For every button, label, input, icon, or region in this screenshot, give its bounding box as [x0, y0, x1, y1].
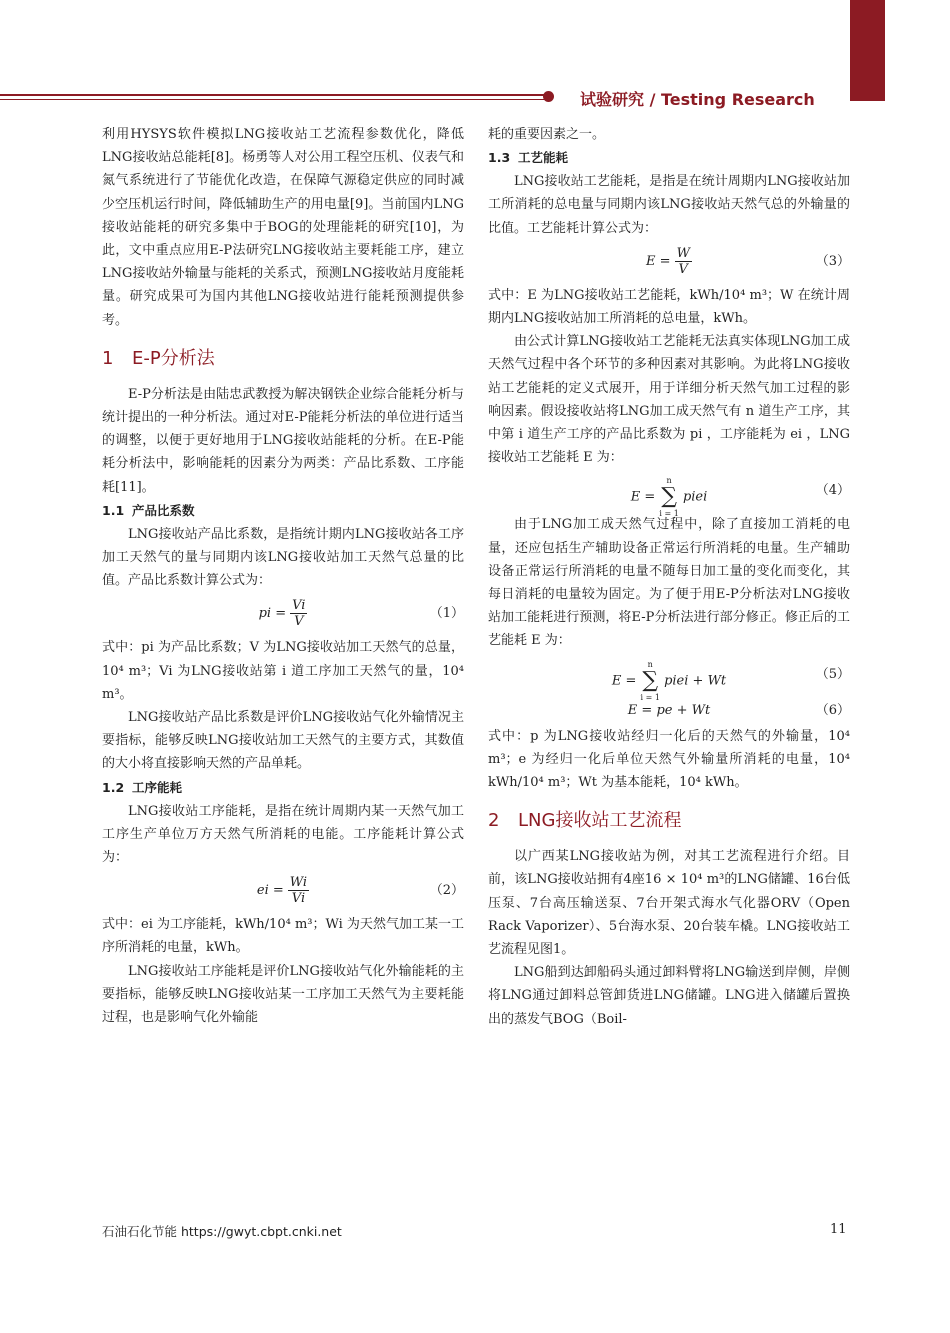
- eq-numerator: Vi: [292, 598, 306, 614]
- section-heading: [488, 809, 850, 833]
- eq-numerator: W: [676, 245, 690, 261]
- paragraph: 式中：ei 为工序能耗，kWh/10⁴ m³；Wi 为天然气加工某一工序所消耗的电量，kWh。: [102, 917, 464, 956]
- subsection-number: 1.3: [488, 150, 511, 166]
- header-rule: [0, 94, 548, 96]
- paragraph: LNG船到达卸船码头通过卸料臂将LNG输送到岸侧，岸侧将LNG通过卸料总管卸货进LNG储罐。LNG进入储罐后置换出的蒸发气BOG（Boil-: [488, 965, 850, 1027]
- sum-lower: i = 1: [659, 509, 679, 519]
- subsection-title: 产品比系数: [132, 502, 195, 518]
- subsection-number: 1.1: [102, 502, 125, 518]
- eq-lhs: E =: [646, 253, 671, 269]
- sum-symbol: n ∑ i = 1: [640, 659, 660, 702]
- equation-6: [488, 697, 850, 725]
- paragraph: 以广西某LNG接收站为例，对其工艺流程进行介绍。目前，该LNG接收站拥有4座16 × 10⁴ m³的LNG储罐、16台低压泵、7台高压输送泵、7台开架式海水气化器ORV（Open Rack Vaporizer）、5台海水泵、20台装车橇。LNG接收站工艺流程见图1。: [488, 849, 850, 958]
- header-section-title: 试验研究 / Testing Research: [580, 90, 815, 109]
- eq-numerator: Wi: [289, 875, 308, 891]
- eq-denominator: V: [294, 614, 304, 630]
- sum-lower: i = 1: [640, 692, 660, 702]
- eq-body: E = pe + Wt: [627, 702, 711, 718]
- paragraph: 式中：E 为LNG接收站工艺能耗，kWh/10⁴ m³；W 在统计周期内LNG接收站加工所消耗的总电量，kWh。: [488, 287, 850, 327]
- sum-symbol: n ∑ i = 1: [659, 476, 679, 519]
- paragraph: 由公式计算LNG接收站工艺能耗无法真实体现LNG加工成天然气过程中各个环节的多种因素对其影响。为此将LNG接收站工艺能耗的定义式展开，用于详细分析天然气加工过程的影响因素。假设接收站将LNG加工成天然气有 n 道生产工序，其中第 i 道生产工序的产品比系数为 pi ，工序能耗为 ei ，LNG接收站工艺能耗 E 为：: [488, 334, 850, 466]
- paragraph: 利用HYSYS软件模拟LNG接收站工艺流程参数优化，降低LNG接收站总能耗[8]。杨勇等人对公用工程空压机、仪表气和氮气系统进行了节能优化改造，在保障气源稳定供应的同时减少空压机运行时间，降低辅助生产的用电量[9]。当前国内LNG接收站能耗的研究多集中于BOG的处理能耗的研究[10]，为此，文中重点应用E-P法研究LNG接收站主要耗能工序，建立LNG接收站外输量与能耗的关系式，预测LNG接收站月度能耗量。研究成果可为国内其他LNG接收站进行能耗预测提供参考。: [102, 127, 464, 328]
- sum-upper: n: [666, 476, 672, 486]
- eq-denominator: V: [678, 261, 688, 277]
- equation-number: （5）: [815, 666, 850, 682]
- footer-journal: 石油石化节能 https://gwyt.cbpt.cnki.net: [102, 1224, 342, 1239]
- paragraph: 耗的重要因素之一。: [488, 127, 606, 142]
- equation-number: （1）: [429, 606, 464, 622]
- subsection-title: 工序能耗: [132, 779, 183, 795]
- eq-rhs: piei: [682, 489, 708, 505]
- equation-1: [102, 592, 464, 636]
- paragraph: 式中：p 为LNG接收站经归一化后的天然气的外输量，10⁴ m³；e 为经归一化后单位天然气外输量所消耗的电量，10⁴ kWh/10⁴ m³；Wt 为基本能耗，10⁴ kWh。: [488, 728, 850, 791]
- section-number: 1: [102, 347, 114, 369]
- paragraph: LNG接收站工序能耗是评价LNG接收站气化外输能耗的主要指标，能够反映LNG接收站某一工序加工天然气为主要耗能过程，也是影响气化外输能: [102, 963, 464, 1026]
- paragraph: 由于LNG加工成天然气过程中，除了直接加工消耗的电量，还应包括生产辅助设备正常运行所消耗的电量。生产辅助设备正常运行所消耗的电量不随每日加工量的变化而变化，其每日消耗的电量较为固定。为了便于用E-P分析法对LNG接收站加工能耗进行预测，将E-P分析法进行部分修正。修正后的工艺能耗 E 为：: [488, 517, 850, 649]
- eq-rhs: piei + Wt: [664, 673, 727, 689]
- sum-upper: n: [647, 659, 653, 669]
- subsection-heading: [102, 776, 464, 800]
- left-column: [102, 123, 464, 1029]
- header-rule-thin: [0, 99, 548, 100]
- eq-lhs: pi =: [258, 606, 287, 622]
- paragraph: LNG接收站产品比系数是评价LNG接收站气化外输情况主要指标，能够反映LNG接收站加工天然气的主要方式，其数值的大小将直接影响天然的产品单耗。: [102, 710, 464, 772]
- equation-4: [488, 469, 850, 519]
- section-heading: [102, 347, 464, 371]
- header-dot: [543, 91, 554, 102]
- paragraph: LNG接收站工序能耗，是指在统计周期内某一天然气加工工序生产单位万方天然气所消耗的电能。工序能耗计算公式为：: [102, 803, 464, 866]
- paragraph: E-P分析法是由陆忠武教授为解决钢铁企业综合能耗分析与统计提出的一种分析法。通过对E-P能耗分析法的单位进行适当的调整，以便于更好地用于LNG接收站能耗的分析。在E-P能耗分析法中，影响能耗的因素分为两类：产品比系数、工序能耗[11]。: [102, 386, 464, 495]
- equation-2: [102, 869, 464, 913]
- eq-lhs: E =: [630, 489, 656, 505]
- equation-5: [488, 653, 850, 702]
- section-title: E-P分析法: [132, 347, 215, 369]
- equation-3: [488, 240, 850, 284]
- eq-lhs: E =: [611, 673, 637, 689]
- right-column: [488, 123, 850, 1031]
- equation-number: （3）: [815, 253, 850, 269]
- equation-number: （6）: [815, 702, 850, 718]
- eq-lhs: ei =: [256, 883, 284, 899]
- paragraph: LNG接收站产品比系数，是指统计期内LNG接收站各工序加工天然气的量与同期内该LNG接收站加工天然气总量的比值。产品比系数计算公式为：: [102, 526, 464, 589]
- paragraph: LNG接收站工艺能耗，是指是在统计周期内LNG接收站加工所消耗的总电量与同期内该LNG接收站天然气总的外输量的比值。工艺能耗计算公式为：: [488, 174, 850, 236]
- section-number: 2: [488, 810, 500, 832]
- subsection-heading: [102, 499, 464, 523]
- subsection-title: 工艺能耗: [518, 150, 569, 166]
- header-color-bar: [850, 0, 885, 101]
- eq-denominator: Vi: [291, 891, 306, 907]
- subsection-number: 1.2: [102, 779, 125, 795]
- equation-number: （4）: [815, 483, 850, 499]
- section-title: LNG接收站工艺流程: [518, 810, 682, 832]
- subsection-heading: [488, 146, 850, 170]
- paragraph: 式中：pi 为产品比系数；V 为LNG接收站加工天然气的总量，10⁴ m³；Vi 为LNG接收站第 i 道工序加工天然气的量，10⁴ m³。: [102, 640, 464, 702]
- equation-number: （2）: [429, 883, 464, 899]
- page-number: 11: [830, 1222, 847, 1237]
